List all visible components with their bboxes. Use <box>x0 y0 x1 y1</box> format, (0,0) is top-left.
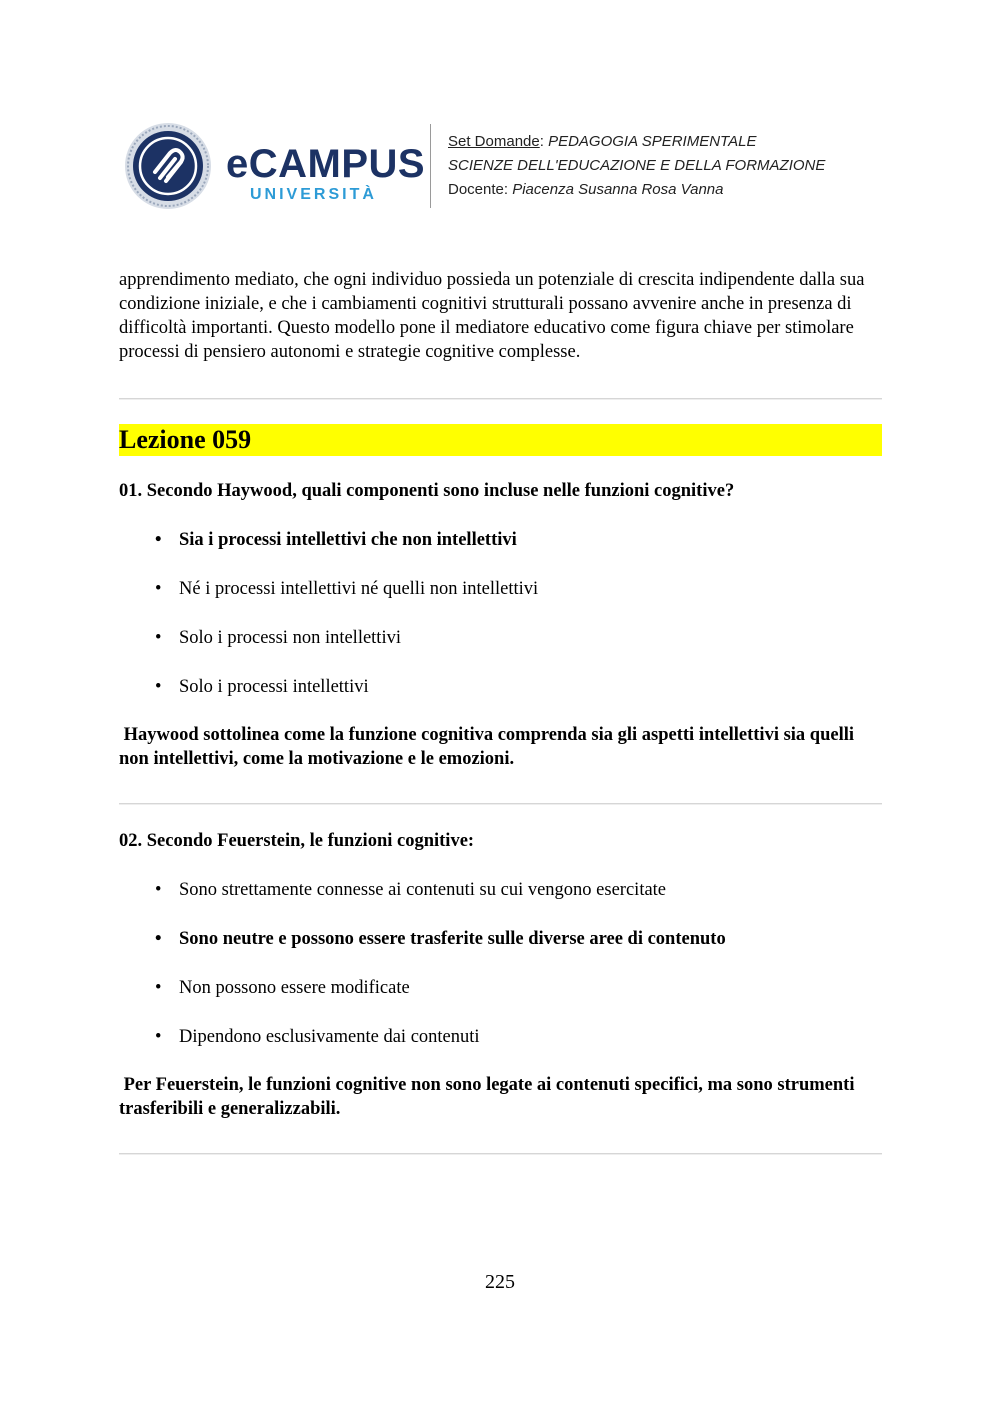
header-meta <box>448 130 825 202</box>
university-seal-logo <box>124 122 212 210</box>
wordmark-ecampus: eCAMPUS <box>226 142 426 186</box>
answer-option <box>119 1025 882 1049</box>
section-divider <box>119 1153 882 1155</box>
intro-paragraph: apprendimento mediato, che ogni individuo possieda un potenziale di crescita indipendente dalla sua condizione iniziale, e che i cambiamenti cognitivi strutturali possano avvenire anche in presenza di difficoltà importanti. Questo modello pone il mediatore educativo come figura chiave per stimolare processi di pensiero autonomi e strategie cognitive complesse. <box>119 270 865 362</box>
set-line: Set Domande: PEDAGOGIA SPERIMENTALE <box>448 133 757 150</box>
page-content <box>119 268 882 1155</box>
bullet-icon: • <box>155 677 162 697</box>
bullet-icon: • <box>155 628 162 648</box>
section-divider <box>119 803 882 805</box>
docente-value: Piacenza Susanna Rosa Vanna <box>512 181 724 198</box>
section-divider <box>119 398 882 400</box>
answer-list <box>119 878 882 1049</box>
lesson-title: Lezione 059 <box>119 424 882 456</box>
answer-option <box>119 528 882 552</box>
answer-explanation: Haywood sottolinea come la funzione cognitiva comprenda sia gli aspetti intellettivi sia quelli non intellettivi, come la motivazione e le emozioni. <box>119 725 859 769</box>
course-line: SCIENZE DELL'EDUCAZIONE E DELLA FORMAZIONE <box>448 157 826 174</box>
bullet-icon: • <box>155 530 162 550</box>
question-text: 02. Secondo Feuerstein, le funzioni cognitive: <box>119 831 475 851</box>
docente-line: Docente: Piacenza Susanna Rosa Vanna <box>448 181 724 198</box>
bullet-icon: • <box>155 978 162 998</box>
answer-text: Solo i processi non intellettivi <box>179 628 401 648</box>
set-value: PEDAGOGIA SPERIMENTALE <box>548 133 757 150</box>
answer-text: Solo i processi intellettivi <box>179 677 369 697</box>
bullet-icon: • <box>155 929 162 949</box>
answer-text: Non possono essere modificate <box>179 978 410 998</box>
page-number: 225 <box>485 1271 515 1293</box>
bullet-icon: • <box>155 880 162 900</box>
answer-option <box>119 675 882 699</box>
page-header <box>124 118 884 214</box>
question-text: 01. Secondo Haywood, quali componenti sono incluse nelle funzioni cognitive? <box>119 481 735 501</box>
answer-text: Sia i processi intellettivi che non intellettivi <box>179 530 517 550</box>
answer-option <box>119 878 882 902</box>
answer-text: Sono strettamente connesse ai contenuti su cui vengono esercitate <box>179 880 667 900</box>
answer-option <box>119 577 882 601</box>
ecampus-wordmark <box>226 142 426 203</box>
wordmark-universita: UNIVERSITÀ <box>250 186 377 203</box>
answer-text: Sono neutre e possono essere trasferite sulle diverse aree di contenuto <box>179 929 726 949</box>
answer-explanation: Per Feuerstein, le funzioni cognitive non sono legate ai contenuti specifici, ma sono strumenti trasferibili e generalizzabili. <box>119 1075 860 1119</box>
bullet-icon: • <box>155 579 162 599</box>
bullet-icon: • <box>155 1027 162 1047</box>
answer-option <box>119 626 882 650</box>
set-label: Set Domande <box>448 133 540 150</box>
answer-option <box>119 927 882 951</box>
docente-label: Docente <box>448 181 504 198</box>
answer-list <box>119 528 882 699</box>
header-divider <box>430 124 431 208</box>
answer-text: Dipendono esclusivamente dai contenuti <box>179 1027 480 1047</box>
answer-text: Né i processi intellettivi né quelli non intellettivi <box>179 579 539 599</box>
answer-option <box>119 976 882 1000</box>
